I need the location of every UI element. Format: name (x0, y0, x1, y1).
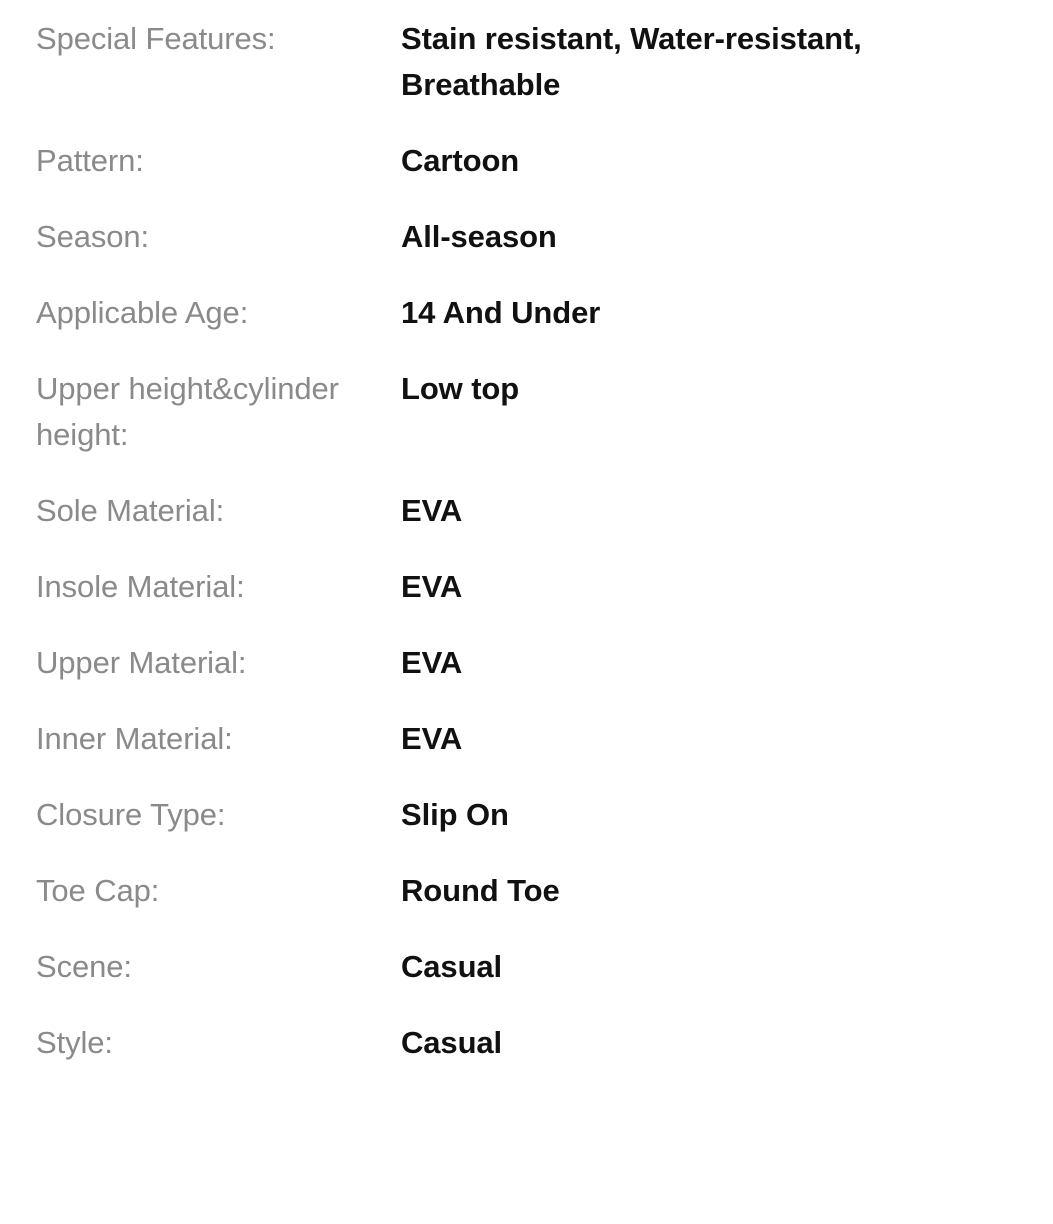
spec-value: EVA (401, 721, 463, 756)
spec-row (36, 488, 1023, 534)
spec-value: EVA (401, 569, 463, 604)
spec-value: All-season (401, 219, 557, 254)
spec-value: Casual (401, 1025, 503, 1060)
spec-value: Round Toe (401, 873, 560, 908)
spec-label: Style: (36, 1025, 113, 1060)
spec-value: Slip On (401, 797, 509, 832)
spec-value: Low top (401, 371, 520, 406)
spec-label: Applicable Age: (36, 295, 249, 330)
spec-label: Pattern: (36, 143, 144, 178)
spec-row (36, 716, 1023, 762)
spec-value: EVA (401, 493, 463, 528)
spec-row (36, 290, 1023, 336)
spec-row (36, 366, 1023, 458)
spec-label: Toe Cap: (36, 873, 160, 908)
spec-label: Inner Material: (36, 721, 233, 756)
spec-row (36, 564, 1023, 610)
spec-label: Upper height&cylinder height: (36, 371, 339, 452)
spec-row (36, 868, 1023, 914)
spec-value: Cartoon (401, 143, 520, 178)
spec-value: Casual (401, 949, 503, 984)
spec-row (36, 640, 1023, 686)
spec-label: Insole Material: (36, 569, 245, 604)
spec-row (36, 214, 1023, 260)
spec-value: 14 And Under (401, 295, 601, 330)
spec-row (36, 792, 1023, 838)
spec-value: Stain resistant, Water-resistant, Breathable (401, 21, 862, 102)
spec-label: Special Features: (36, 21, 276, 56)
spec-label: Upper Material: (36, 645, 247, 680)
spec-label: Season: (36, 219, 150, 254)
spec-label: Closure Type: (36, 797, 226, 832)
spec-row (36, 1020, 1023, 1066)
spec-row (36, 944, 1023, 990)
spec-label: Scene: (36, 949, 132, 984)
spec-value: EVA (401, 645, 463, 680)
spec-row (36, 16, 1023, 108)
spec-row (36, 138, 1023, 184)
spec-label: Sole Material: (36, 493, 225, 528)
